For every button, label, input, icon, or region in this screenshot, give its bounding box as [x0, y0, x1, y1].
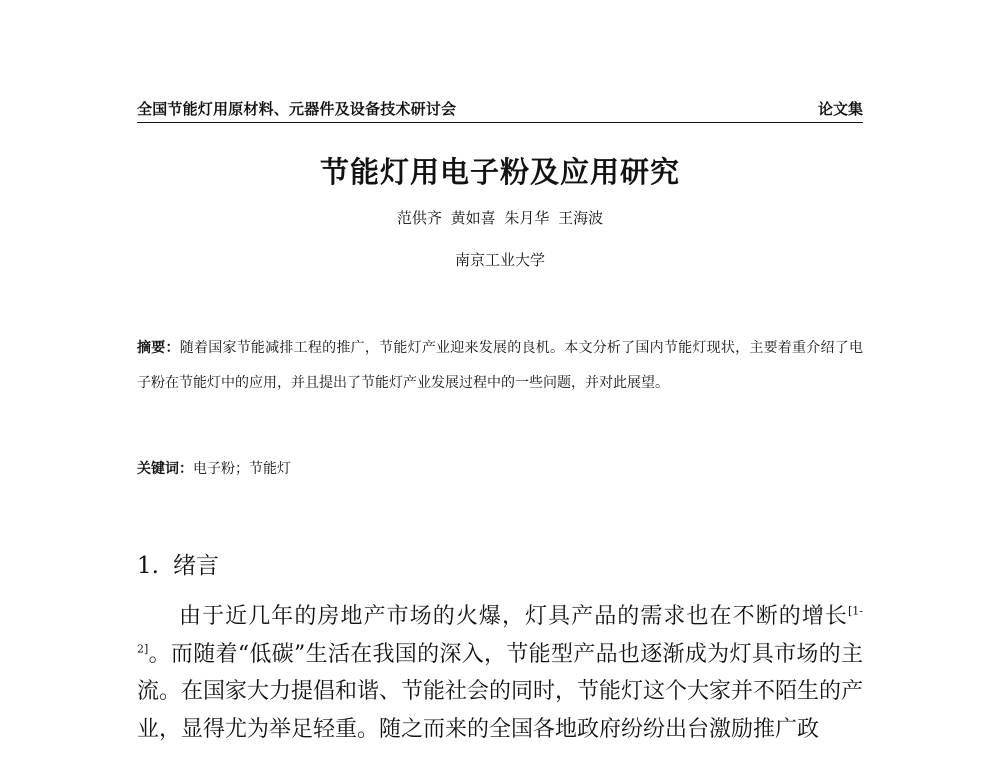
- abstract-text: 随着国家节能减排工程的推广，节能灯产业迎来发展的良机。本文分析了国内节能灯现状，主要着重介绍了电子粉在节能灯中的应用，并且提出了节能灯产业发展过程中的一些问题，并对此展望。: [137, 340, 864, 391]
- running-header: [137, 98, 863, 123]
- paper-affiliation: 南京工业大学: [454, 251, 545, 269]
- keywords: [137, 458, 863, 478]
- paper-title: 节能灯用电子粉及应用研究: [319, 155, 680, 189]
- keywords-text: 电子粉；节能灯: [193, 461, 291, 477]
- conference-name: 全国节能灯用原材料、元器件及设备技术研讨会: [137, 100, 457, 118]
- section-title: 绪言: [172, 553, 219, 579]
- paragraph-text-end: 。而随着“低碳”生活在我国的深入，节能型产品也逐渐成为灯具市场的主流。在国家大力提倡和谐、节能社会的同时，节能灯这个大家并不陌生的产业，显得尤为举足轻重。随之而来的全国各地政府纷纷出台激励推广政: [137, 641, 864, 742]
- abstract: [137, 331, 863, 401]
- keywords-label: 关键词：: [137, 461, 193, 477]
- paper-authors: 范供齐 黄如喜 朱月华 王海波: [396, 209, 604, 227]
- citation-ref: [1-2]: [137, 604, 863, 656]
- section-number: 1.: [137, 553, 159, 579]
- proceedings-label: 论文集: [817, 100, 863, 118]
- paragraph-text-start: 由于近几年的房地产市场的火爆，灯具产品的需求也在不断的增长: [179, 604, 848, 629]
- section-heading: [137, 547, 219, 580]
- abstract-label: 摘要：: [137, 340, 180, 356]
- body-paragraph: [137, 598, 863, 748]
